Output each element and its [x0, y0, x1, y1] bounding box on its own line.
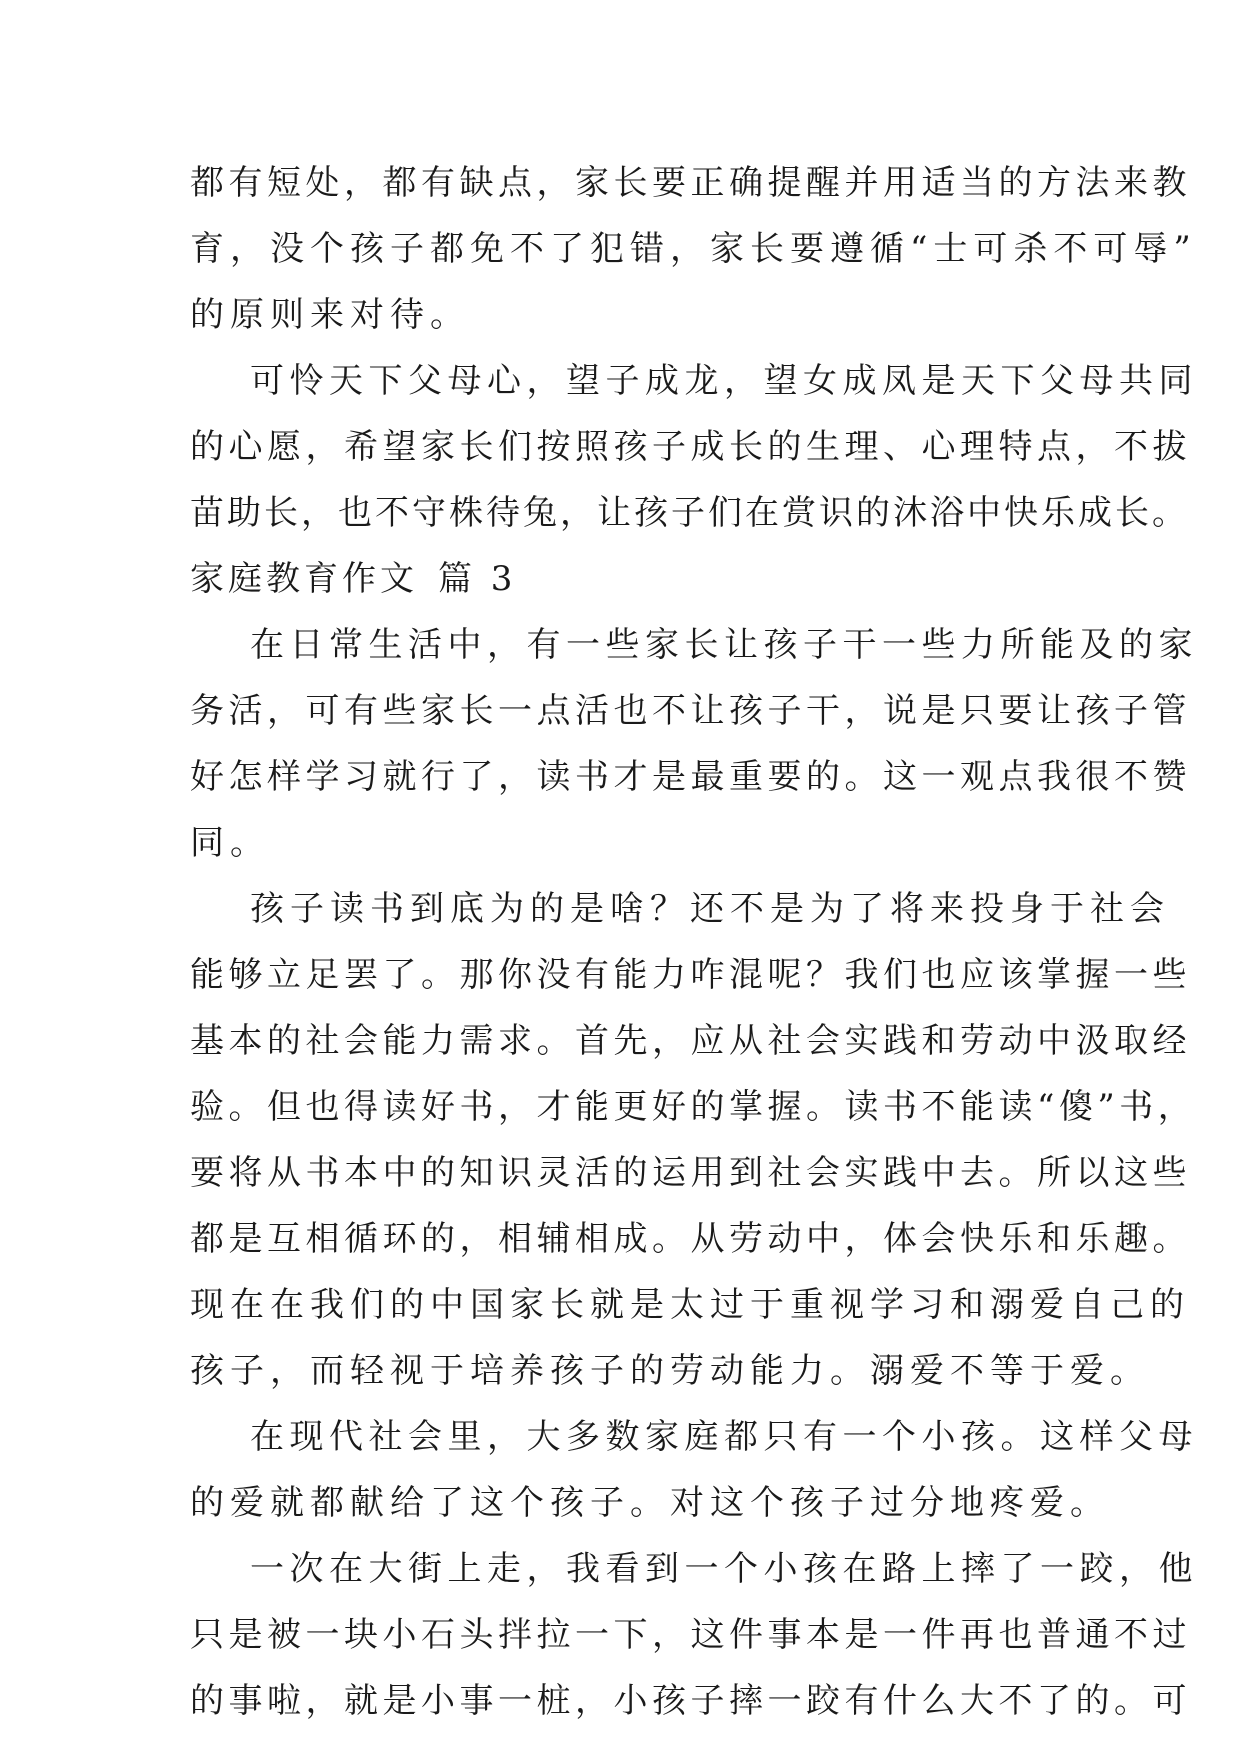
text-line: 好怎样学习就行了，读书才是最重要的。这一观点我很不赞: [190, 757, 1191, 797]
paragraph-first-line: 在现代社会里，大多数家庭都只有一个小孩。这样父母: [250, 1417, 1198, 1457]
section-heading-title: 家庭教育作文: [190, 559, 418, 599]
text-line: 的事啦，就是小事一桩，小孩子摔一跤有什么大不了的。可: [190, 1681, 1191, 1721]
text-line: 的爱就都献给了这个孩子。对这个孩子过分地疼爱。: [190, 1483, 1110, 1523]
paragraph-first-line: 孩子读书到底为的是啥？还不是为了将来投身于社会: [250, 889, 1170, 929]
text-line: 都有短处，都有缺点，家长要正确提醒并用适当的方法来教: [190, 163, 1191, 203]
text-line: 要将从书本中的知识灵活的运用到社会实践中去。所以这些: [190, 1153, 1191, 1193]
text-line: 验。但也得读好书，才能更好的掌握。读书不能读“傻”书，: [190, 1087, 1197, 1127]
text-line: 都是互相循环的，相辅相成。从劳动中，体会快乐和乐趣。: [190, 1219, 1191, 1259]
text-line: 的原则来对待。: [190, 295, 470, 335]
document-body: [190, 150, 1198, 1734]
text-line: 的心愿，希望家长们按照孩子成长的生理、心理特点，不拔: [190, 427, 1191, 467]
text-line: 育，没个孩子都免不了犯错，家长要遵循“士可杀不可辱”: [190, 229, 1197, 269]
paragraph-first-line: 在日常生活中，有一些家长让孩子干一些力所能及的家: [250, 625, 1198, 665]
text-line: 同。: [190, 823, 270, 863]
text-line: 务活，可有些家长一点活也不让孩子干，说是只要让孩子管: [190, 691, 1191, 731]
text-line: 只是被一块小石头拌拉一下，这件事本是一件再也普通不过: [190, 1615, 1191, 1655]
text-line: 孩子，而轻视于培养孩子的劳动能力。溺爱不等于爱。: [190, 1351, 1150, 1391]
paragraph-first-line: 可怜天下父母心，望子成龙，望女成凤是天下父母共同: [250, 361, 1198, 401]
text-line: 现在在我们的中国家长就是太过于重视学习和溺爱自己的: [190, 1285, 1190, 1325]
text-line: 苗助长，也不守株待兔，让孩子们在赏识的沐浴中快乐成长。: [190, 493, 1189, 533]
section-heading: [190, 546, 1050, 612]
section-heading-number: 篇 3: [438, 559, 517, 599]
paragraph-first-line: 一次在大街上走，我看到一个小孩在路上摔了一跤，他: [250, 1549, 1198, 1589]
text-line: 能够立足罢了。那你没有能力咋混呢？我们也应该掌握一些: [190, 955, 1191, 995]
text-line: 基本的社会能力需求。首先，应从社会实践和劳动中汲取经: [190, 1021, 1191, 1061]
